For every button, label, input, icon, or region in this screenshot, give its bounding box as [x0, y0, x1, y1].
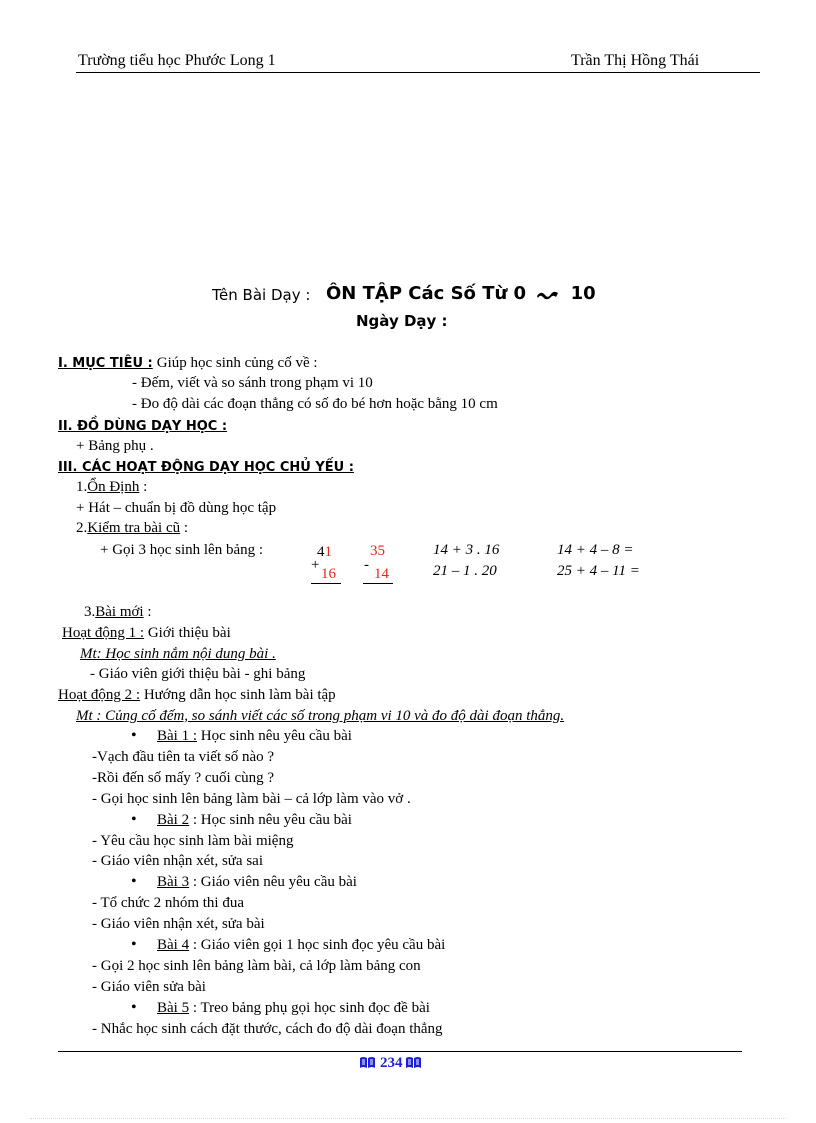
exercise-5-line-1: - Nhắc học sinh cách đặt thước, cách đo độ dài đoạn thẳng	[92, 1021, 443, 1037]
step-2-num: 2.	[76, 520, 88, 536]
activity-1-goal: Mt: Học sinh nắm nội dung bài .	[80, 646, 276, 662]
page-number	[359, 1055, 422, 1074]
addition-rule	[311, 583, 341, 584]
activity-1-text: Giới thiệu bài	[144, 625, 231, 641]
objective-1: - Đếm, viết và so sánh trong phạm vi 10	[132, 375, 373, 391]
exercise-2	[157, 812, 352, 829]
compare-2: 21 – 1 . 20	[433, 563, 497, 579]
addition-bottom: 16	[321, 566, 336, 582]
book-right-icon	[405, 1056, 422, 1074]
step-1-num: 1.	[76, 479, 88, 495]
exercise-1-line-2: -Rồi đến số mấy ? cuối cùng ?	[92, 770, 275, 786]
activity-1-item: - Giáo viên giới thiệu bài - ghi bảng	[90, 666, 306, 682]
subtraction-sign: -	[364, 557, 369, 573]
step-3-num: 3.	[84, 604, 96, 620]
section2-heading: II. ĐỒ DÙNG DẠY HỌC :	[58, 419, 228, 434]
footer-rule	[58, 1051, 742, 1052]
lesson-title	[326, 283, 596, 305]
activity-1-label: Hoạt động 1 :	[62, 625, 145, 641]
section2-item: + Bảng phụ .	[76, 438, 154, 454]
exercise-2-text: : Học sinh nêu yêu cầu bài	[189, 812, 352, 828]
activity-2-text: Hướng dẫn học sinh làm bài tập	[140, 687, 336, 703]
exercise-1-label: Bài 1 :	[157, 728, 197, 744]
step-2-label: Kiểm tra bài cũ	[87, 520, 181, 536]
exercise-5	[157, 1000, 430, 1017]
activity-1-heading	[62, 625, 231, 642]
expression-2: 25 + 4 – 11 =	[557, 563, 640, 579]
exercise-4-text: : Giáo viên gọi 1 học sinh đọc yêu cầu bài	[189, 937, 446, 953]
page-number-text: 234	[380, 1055, 403, 1071]
step-2	[76, 520, 188, 537]
exercise-4-line-2: - Giáo viên sửa bài	[92, 979, 206, 995]
exercise-1-line-1: -Vạch đầu tiên ta viết số nào ?	[92, 749, 275, 765]
activity-2-heading	[58, 687, 336, 704]
activity-2-label: Hoạt động 2 :	[58, 687, 141, 703]
exercise-1	[157, 728, 352, 745]
exercise-5-label: Bài 5	[157, 1000, 190, 1016]
exercise-3-line-2: - Giáo viên nhận xét, sửa bài	[92, 916, 265, 932]
subtraction-rule	[363, 583, 393, 584]
to-arrow-icon	[536, 284, 560, 305]
exercise-3-text: : Giáo viên nêu yêu cầu bài	[189, 874, 357, 890]
exercise-3	[157, 874, 357, 891]
exercise-2-line-2: - Giáo viên nhận xét, sửa sai	[92, 853, 263, 869]
section1	[58, 354, 318, 372]
addition-sign: +	[311, 557, 320, 573]
step-1	[76, 479, 147, 496]
step-2-colon: :	[180, 520, 189, 536]
section1-intro: Giúp học sinh củng cố về :	[156, 355, 318, 371]
exercise-3-label: Bài 3	[157, 874, 190, 890]
header-teacher: Trần Thị Hồng Thái	[571, 52, 700, 69]
step-2-item: + Gọi 3 học sinh lên bảng :	[100, 542, 264, 558]
compare-1: 14 + 3 . 16	[433, 542, 500, 558]
date-label: Ngày Dạy :	[356, 312, 448, 330]
exercise-3-line-1: - Tổ chức 2 nhóm thi đua	[92, 895, 244, 911]
objective-2: - Đo độ dài các đoạn thẳng có số đo bé hơn hoặc bằng 10 cm	[132, 396, 498, 412]
exercise-2-line-1: - Yêu cầu học sinh làm bài miệng	[92, 833, 294, 849]
book-left-icon	[359, 1056, 376, 1074]
section3-heading: III. CÁC HOẠT ĐỘNG DẠY HỌC CHỦ YẾU :	[58, 460, 354, 475]
page-bottom-edge	[30, 1118, 786, 1119]
lesson-label: Tên Bài Dạy :	[212, 286, 311, 304]
exercise-4	[157, 937, 445, 954]
step-3-colon: :	[143, 604, 152, 620]
addition-top-digit: 4	[317, 544, 325, 560]
exercise-1-line-3: - Gọi học sinh lên bảng làm bài – cả lớp làm vào vở .	[92, 791, 411, 807]
activity-2-goal: Mt : Củng cố đếm, so sánh viết các số trong phạm vi 10 và đo độ dài đoạn thẳng.	[76, 708, 565, 724]
step-1-label: Ổn Định	[87, 479, 140, 495]
subtraction-top: 35	[370, 543, 385, 559]
exercise-4-line-1: - Gọi 2 học sinh lên bảng làm bài, cả lớp làm bảng con	[92, 958, 421, 974]
exercise-2-label: Bài 2	[157, 812, 190, 828]
step-3	[84, 604, 152, 621]
step-1-item: + Hát – chuẩn bị đồ dùng học tập	[76, 500, 277, 516]
exercise-1-text: Học sinh nêu yêu cầu bài	[197, 728, 352, 744]
exercise-5-text: : Treo bảng phụ gọi học sinh đọc đề bài	[189, 1000, 430, 1016]
header-rule	[76, 72, 760, 73]
lesson-title-end: 10	[570, 283, 596, 304]
step-1-colon: :	[139, 479, 148, 495]
lesson-title-text: ÔN TẬP Các Số Từ 0	[326, 283, 527, 304]
addition-top-red: 1	[324, 544, 332, 560]
step-3-label: Bài mới	[95, 604, 144, 620]
header-school: Trường tiểu học Phước Long 1	[78, 52, 276, 69]
exercise-4-label: Bài 4	[157, 937, 190, 953]
section1-heading: I. MỤC TIÊU :	[58, 356, 153, 371]
subtraction-bottom: 14	[374, 566, 389, 582]
expression-1: 14 + 4 – 8 =	[557, 542, 634, 558]
